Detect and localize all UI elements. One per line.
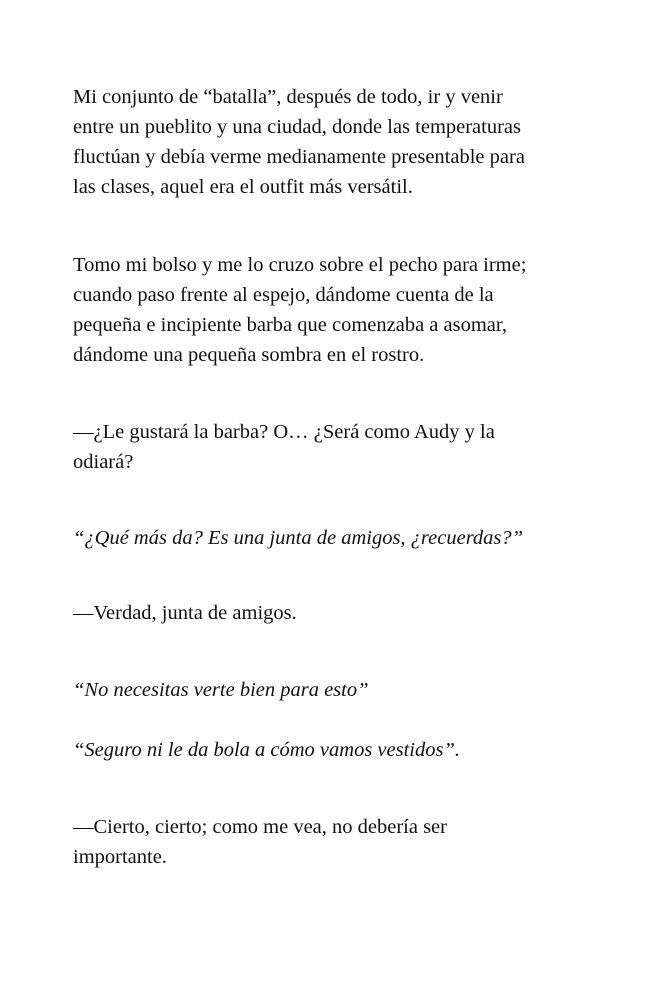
text-line: cuando paso frente al espejo, dándome cuenta de la bbox=[73, 284, 494, 306]
text-line: “No necesitas verte bien para esto” bbox=[73, 679, 369, 701]
text-line: “Seguro ni le da bola a cómo vamos vestidos”. bbox=[73, 739, 461, 761]
text-line: entre un pueblito y una ciudad, donde las temperaturas bbox=[73, 116, 522, 138]
text-line: —Cierto, cierto; como me vea, no debería ser bbox=[73, 816, 447, 838]
text-line: las clases, aquel era el outfit más versátil. bbox=[73, 176, 413, 198]
text-line: pequeña e incipiente barba que comenzaba a asomar, bbox=[73, 314, 508, 336]
text-line: Tomo mi bolso y me lo cruzo sobre el pecho para irme; bbox=[73, 254, 527, 276]
text-line: fluctúan y debía verme medianamente presentable para bbox=[73, 146, 525, 168]
text-line: —Verdad, junta de amigos. bbox=[73, 602, 297, 624]
text-line: odiará? bbox=[73, 451, 134, 473]
text-line: dándome una pequeña sombra en el rostro. bbox=[73, 344, 425, 366]
text-line: importante. bbox=[73, 846, 167, 868]
text-line: Mi conjunto de “batalla”, después de todo, ir y venir bbox=[73, 86, 503, 108]
text-line: —¿Le gustará la barba? O… ¿Será como Audy y la bbox=[73, 421, 495, 443]
text-line: “¿Qué más da? Es una junta de amigos, ¿recuerdas?” bbox=[73, 527, 524, 549]
